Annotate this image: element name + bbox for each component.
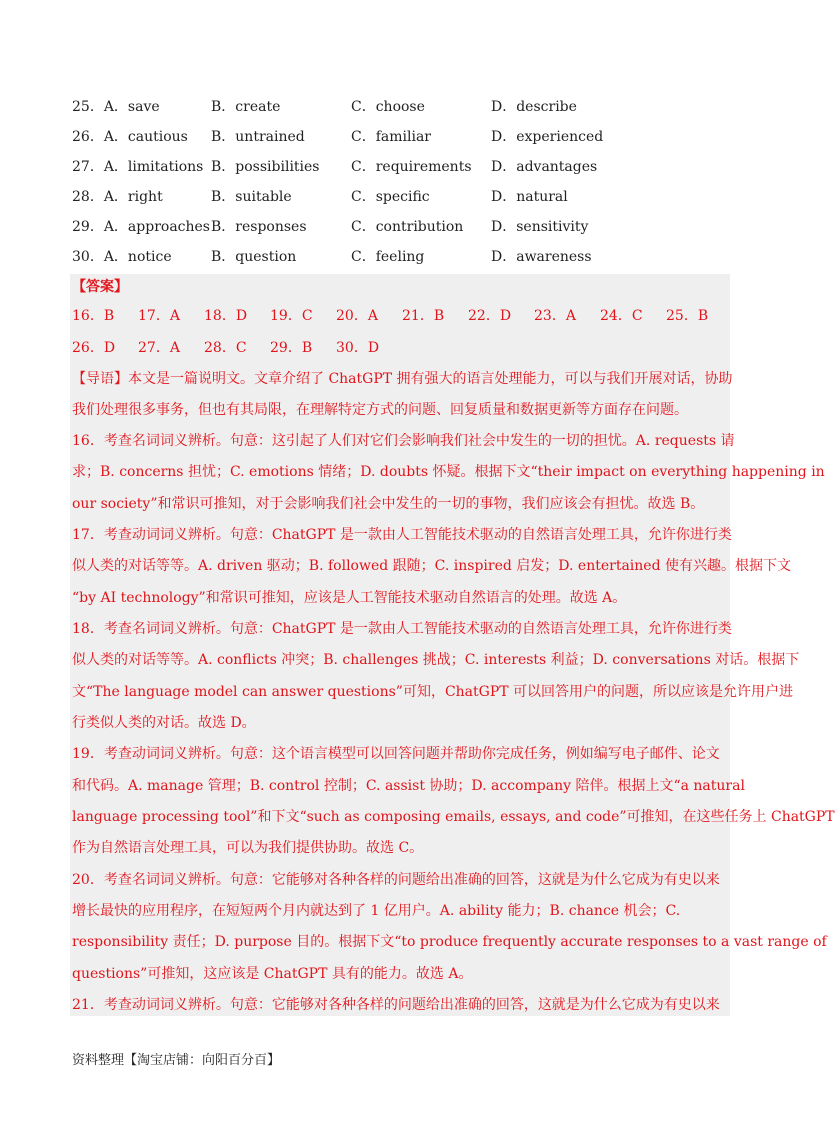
answer-item: 20．A [336,308,378,324]
explanation-line: 似人类的对话等等。A. driven 驱动；B. followed 跟随；C. inspired 启发；D. entertained 使有兴趣。根据下文 [72,558,791,574]
explanation-line: 我们处理很多事务，但也有其局限，在理解特定方式的问题、回复质量和数据更新等方面存在问题。 [72,402,688,418]
explanation-line: 17．考查动词词义辨析。句意：ChatGPT 是一款由人工智能技术驱动的自然语言处理工具，允许你进行类 [72,527,732,543]
answer-item: 30．D [336,340,380,356]
answer-item: 28．C [204,340,247,356]
option-d: D．natural [491,189,568,205]
option-c: C．specific [351,189,430,205]
option-d: D．awareness [491,249,592,265]
explanation-line: questions”可推知，这应该是 ChatGPT 具有的能力。故选 A。 [72,966,473,982]
option-c: C．choose [351,99,425,115]
answer-item: 19．C [270,308,313,324]
explanation-line: 似人类的对话等等。A. conflicts 冲突；B. challenges 挑战；C. interests 利益；D. conversations 对话。根据下 [72,652,800,668]
option-a: 26．A．cautious [72,129,188,145]
explanation-line: 行类似人类的对话。故选 D。 [72,715,256,731]
answer-item: 29．B [270,340,313,356]
option-d: D．sensitivity [491,219,589,235]
answer-item: 25．B [666,308,709,324]
option-c: C．familiar [351,129,431,145]
explanation-line: 19．考查动词词义辨析。句意：这个语言模型可以回答问题并帮助你完成任务，例如编写电子邮件、论文 [72,746,720,762]
explanation-line: 增长最快的应用程序，在短短两个月内就达到了 1 亿用户。A. ability 能力；B. chance 机会；C. [72,903,681,919]
option-b: B．untrained [211,129,305,145]
explanation-line: 【导语】本文是一篇说明文。文章介绍了 ChatGPT 拥有强大的语言处理能力，可以与我们开展对话，协助 [72,371,733,387]
explanation-line: 文“The language model can answer questions”可知，ChatGPT 可以回答用户的问题，所以应该是允许用户进 [72,684,794,700]
option-a: 27．A．limitations [72,159,204,175]
option-d: D．describe [491,99,577,115]
explanation-line: 18．考查名词词义辨析。句意：ChatGPT 是一款由人工智能技术驱动的自然语言处理工具，允许你进行类 [72,621,732,637]
answer-item: 16．B [72,308,115,324]
page-footer: 资料整理【淘宝店铺：向阳百分百】 [72,1053,281,1068]
explanation-line: “by AI technology”和常识可推知，应该是人工智能技术驱动自然语言的处理。故选 A。 [72,590,627,606]
option-c: C．contribution [351,219,464,235]
answer-item: 27．A [138,340,180,356]
explanation-line: our society”和常识可推知，对于会影响我们社会中发生的一切的事物，我们应该会有担忧。故选 B。 [72,496,705,512]
explanation-line: 和代码。A. manage 管理；B. control 控制；C. assist 协助；D. accompany 陪伴。根据上文“a natural [72,778,745,794]
answer-item: 23．A [534,308,576,324]
option-a: 30．A．notice [72,249,172,265]
option-b: B．suitable [211,189,292,205]
answer-item: 17．A [138,308,180,324]
option-a: 29．A．approaches [72,219,210,235]
answer-item: 26．D [72,340,116,356]
option-b: B．question [211,249,297,265]
explanation-line: language processing tool”和下文“such as composing emails, essays, and code”可推知，在这些任务上 ChatGPT [72,809,835,825]
option-d: D．advantages [491,159,598,175]
answer-item: 22．D [468,308,512,324]
explanation-line: 作为自然语言处理工具，可以为我们提供协助。故选 C。 [72,840,424,856]
answer-heading: 【答案】 [72,279,128,295]
explanation-line: 21．考查动词词义辨析。句意：它能够对各种各样的问题给出准确的回答，这就是为什么它成为有史以来 [72,997,720,1013]
explanation-line: 求；B. concerns 担忧；C. emotions 情绪；D. doubts 怀疑。根据下文“their impact on everything happening in [72,464,825,480]
answer-item: 21．B [402,308,445,324]
option-c: C．requirements [351,159,472,175]
explanation-line: 16．考查名词词义辨析。句意：这引起了人们对它们会影响我们社会中发生的一切的担忧。A. requests 请 [72,433,735,449]
option-a: 28．A．right [72,189,163,205]
explanation-line: 20．考查名词词义辨析。句意：它能够对各种各样的问题给出准确的回答，这就是为什么它成为有史以来 [72,872,720,888]
answer-item: 24．C [600,308,643,324]
explanation-line: responsibility 责任；D. purpose 目的。根据下文“to produce frequently accurate responses to a vast range of [72,934,827,950]
option-b: B．create [211,99,281,115]
option-c: C．feeling [351,249,425,265]
option-a: 25．A．save [72,99,160,115]
option-d: D．experienced [491,129,604,145]
answer-item: 18．D [204,308,248,324]
option-b: B．responses [211,219,307,235]
option-b: B．possibilities [211,159,320,175]
